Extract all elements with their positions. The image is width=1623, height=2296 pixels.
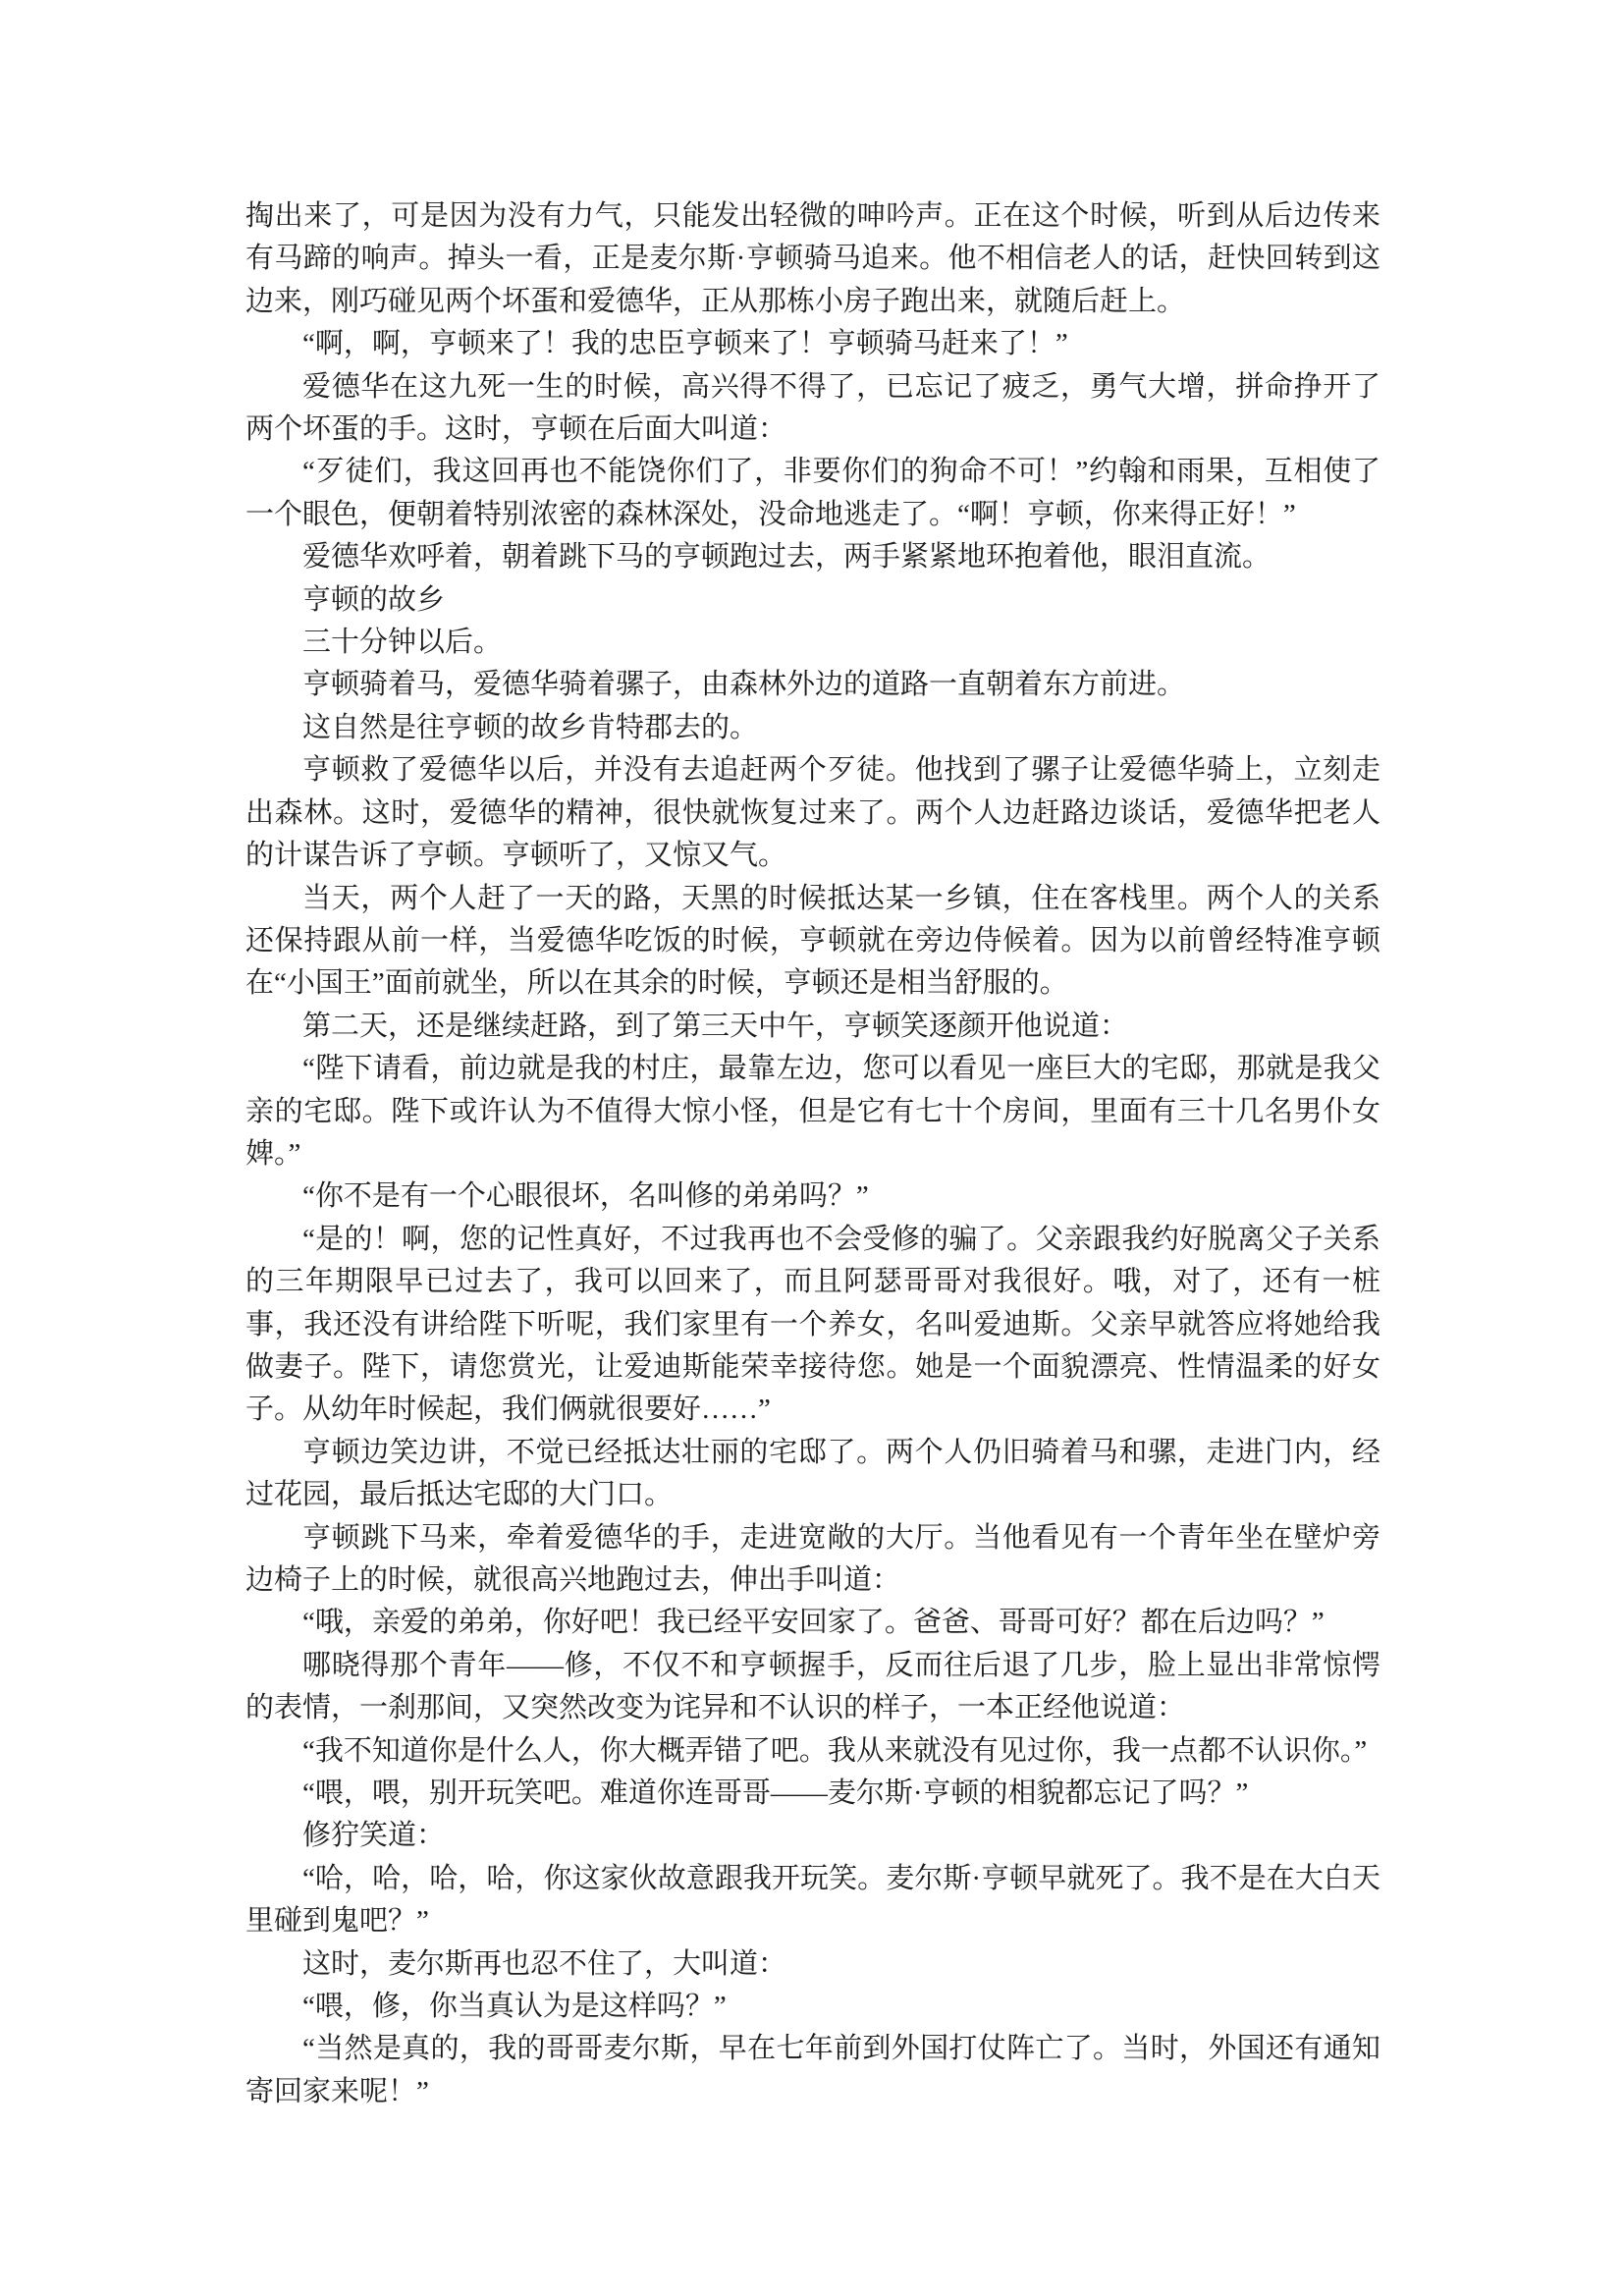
paragraph: “哦，亲爱的弟弟，你好吧！我已经平安回家了。爸爸、哥哥可好？都在后边吗？”	[302, 1607, 1325, 1639]
paragraph: 当天，两个人赶了一天的路，天黑的时候抵达某一乡镇，住在客栈里。两个人的关系还保持跟从前一样，当爱德华吃饭的时候，亨顿就在旁边侍候着。因为以前曾经特准亨顿在“小国王”面前就坐，所以在其余的时候，亨顿还是相当舒服的。	[245, 882, 1380, 1000]
paragraph: 三十分钟以后。	[302, 627, 503, 659]
paragraph: 爱德华欢呼着，朝着跳下马的亨顿跑过去，两手紧紧地环抱着他，眼泪直流。	[302, 541, 1271, 574]
paragraph: “啊，啊，亨顿来了！我的忠臣亨顿来了！亨顿骑马赶来了！”	[302, 328, 1068, 360]
paragraph: 亨顿救了爱德华以后，并没有去追赶两个歹徒。他找到了骡子让爱德华骑上，立刻走出森林。这时，爱德华的精神，很快就恢复过来了。两个人边赶路边谈话，爱德华把老人的计谋告诉了亨顿。亨顿听了，又惊又气。	[245, 754, 1380, 872]
paragraph: 亨顿骑着马，爱德华骑着骡子，由森林外边的道路一直朝着东方前进。	[302, 669, 1186, 701]
paragraph: 修狞笑道：	[302, 1820, 446, 1852]
paragraph: “喂，修，你当真认为是这样吗？”	[302, 1991, 727, 2023]
paragraph: 亨顿边笑边讲，不觉已经抵达壮丽的宅邸了。两个人仍旧骑着马和骡，走进门内，经过花园，最后抵达宅邸的大门口。	[245, 1436, 1380, 1511]
paragraph: 掏出来了，可是因为没有力气，只能发出轻微的呻吟声。正在这个时候，听到从后边传来有马蹄的响声。掉头一看，正是麦尔斯·亨顿骑马追来。他不相信老人的话，赶快回转到这边来，刚巧碰见两个坏蛋和爱德华，正从那栋小房子跑出来，就随后赶上。	[245, 200, 1380, 317]
paragraph: 这时，麦尔斯再也忍不住了，大叫道：	[302, 1947, 787, 1980]
paragraph: 第二天，还是继续赶路，到了第三天中午，亨顿笑逐颜开他说道：	[302, 1010, 1129, 1042]
paragraph: “你不是有一个心眼很坏，名叫修的弟弟吗？”	[302, 1180, 869, 1213]
paragraph: “当然是真的，我的哥哥麦尔斯，早在七年前到外国打仗阵亡了。当时，外国还有通知寄回家来呢！”	[245, 2033, 1380, 2107]
paragraph: 爱德华在这九死一生的时候，高兴得不得了，已忘记了疲乏，勇气大增，拼命挣开了两个坏蛋的手。这时，亨顿在后面大叫道：	[245, 370, 1380, 446]
paragraph: “哈，哈，哈，哈，你这家伙故意跟我开玩笑。麦尔斯·亨顿早就死了。我不是在大白天里碰到鬼吧？”	[245, 1862, 1380, 1938]
paragraph: “陛下请看，前边就是我的村庄，最靠左边，您可以看见一座巨大的宅邸，那就是我父亲的宅邸。陛下或许认为不值得大惊小怪，但是它有七十个房间，里面有三十几名男仆女婢。”	[245, 1053, 1380, 1170]
paragraph: 这自然是往亨顿的故乡肯特郡去的。	[302, 711, 759, 743]
paragraph: “歹徒们，我这回再也不能饶你们了，非要你们的狗命不可！”约翰和雨果，互相使了一个眼色，便朝着特别浓密的森林深处，没命地逃走了。“啊！亨顿，你来得正好！”	[245, 456, 1380, 530]
paragraph: “喂，喂，别开玩笑吧。难道你连哥哥——麦尔斯·亨顿的相貌都忘记了吗？”	[302, 1777, 1249, 1810]
paragraph: 亨顿的故乡	[302, 583, 446, 616]
text-block	[245, 195, 1380, 2113]
paragraph: “我不知道你是什么人，你大概弄错了吧。我从来就没有见过你，我一点都不认识你。”	[302, 1734, 1368, 1767]
paragraph: 亨顿跳下马来，牵着爱德华的手，走进宽敞的大厅。当他看见有一个青年坐在壁炉旁边椅子上的时候，就很高兴地跑过去，伸出手叫道：	[245, 1521, 1380, 1596]
paragraph: 哪晓得那个青年——修，不仅不和亨顿握手，反而往后退了几步，脸上显出非常惊愕的表情，一刹那间，又突然改变为诧异和不认识的样子，一本正经他说道：	[245, 1649, 1380, 1724]
paragraph: “是的！啊，您的记性真好，不过我再也不会受修的骗了。父亲跟我约好脱离父子关系的三年期限早已过去了，我可以回来了，而且阿瑟哥哥对我很好。哦，对了，还有一桩事，我还没有讲给陛下听呢，我们家里有一个养女，名叫爱迪斯。父亲早就答应将她给我做妻子。陛下，请您赏光，让爱迪斯能荣幸接待您。她是一个面貌漂亮、性情温柔的好女子。从幼年时候起，我们俩就很要好……”	[245, 1223, 1380, 1426]
